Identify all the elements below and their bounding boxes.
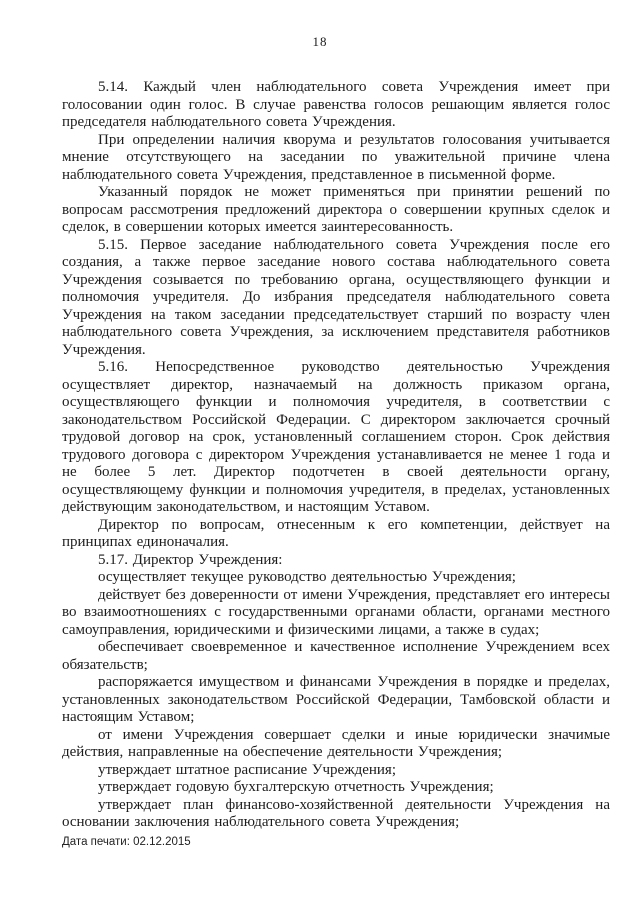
document-body xyxy=(62,79,610,832)
paragraph-5-16: 5.16. Непосредственное руководство деятельностью Учреждения осуществляет директор, назначаемый на должность приказом органа, осуществляющего функции и полномочия учредителя, в соответствии с законодательством Российской Федерации. С директором заключается срочный трудовой договор на срок, установленный соглашением сторон. Срок действия трудового договора с директором Учреждения устанавливается не менее 1 года и не более 5 лет. Директор подотчетен в своей деятельности органу, осуществляющему функции и полномочия учредителя, в пределах, установленных действующим законодательством, и настоящим Уставом. xyxy=(62,359,610,515)
paragraph-duty-management: осуществляет текущее руководство деятельностью Учреждения; xyxy=(98,569,516,585)
paragraph-duty-plan: утверждает план финансово-хозяйственной деятельности Учреждения на основании заключения наблюдательного совета Учреждения; xyxy=(62,796,610,830)
paragraph-duty-property: распоряжается имуществом и финансами Учреждения в порядке и пределах, установленных законодательством Российской Федерации, Тамбовской области и настоящим Уставом; xyxy=(62,674,610,725)
paragraph-duty-accounting: утверждает годовую бухгалтерскую отчетность Учреждения; xyxy=(98,779,494,795)
paragraph-5-15: 5.15. Первое заседание наблюдательного совета Учреждения после его создания, а также первое заседание нового состава наблюдательного совета Учреждения созывается по требованию органа, осуществляющего функции и полномочия учредителя. До избрания председателя наблюдательного совета Учреждения на таком заседании председательствует старший по возрасту член наблюдательного совета Учреждения, за исключением представителя работников Учреждения. xyxy=(62,236,610,358)
paragraph-5-17-heading: 5.17. Директор Учреждения: xyxy=(98,551,283,568)
paragraph-duty-representation: действует без доверенности от имени Учреждения, представляет его интересы во взаимоотношениях с государственными органами области, органами местного самоуправления, юридическими и физическими лицами, а также в судах; xyxy=(62,586,610,638)
print-date-footer: Дата печати: 02.12.2015 xyxy=(62,836,191,848)
paragraph-5-14: 5.14. Каждый член наблюдательного совета Учреждения имеет при голосовании один голос. В случае равенства голосов решающим является голос председателя наблюдательного совета Учреждения. xyxy=(62,79,610,130)
paragraph-duty-deals: от имени Учреждения совершает сделки и иные юридически значимые действия, направленные на обеспечение деятельности Учреждения; xyxy=(62,726,610,760)
paragraph-director-principles: Директор по вопросам, отнесенным к его компетенции, действует на принципах единоначалия. xyxy=(62,516,610,550)
paragraph-order-restriction: Указанный порядок не может применяться при принятии решений по вопросам рассмотрения предложений директора о совершении крупных сделок и сделок, в совершении которых имеется заинтересованность. xyxy=(62,184,610,235)
paragraph-duty-staffing: утверждает штатное расписание Учреждения; xyxy=(98,761,396,778)
paragraph-quorum: При определении наличия кворума и результатов голосования учитывается мнение отсутствующего на заседании по уважительной причине члена наблюдательного совета Учреждения, представленное в письменной форме. xyxy=(62,131,610,183)
paragraph-duty-obligations: обеспечивает своевременное и качественное исполнение Учреждением всех обязательств; xyxy=(62,639,610,673)
page-number: 18 xyxy=(312,34,328,49)
